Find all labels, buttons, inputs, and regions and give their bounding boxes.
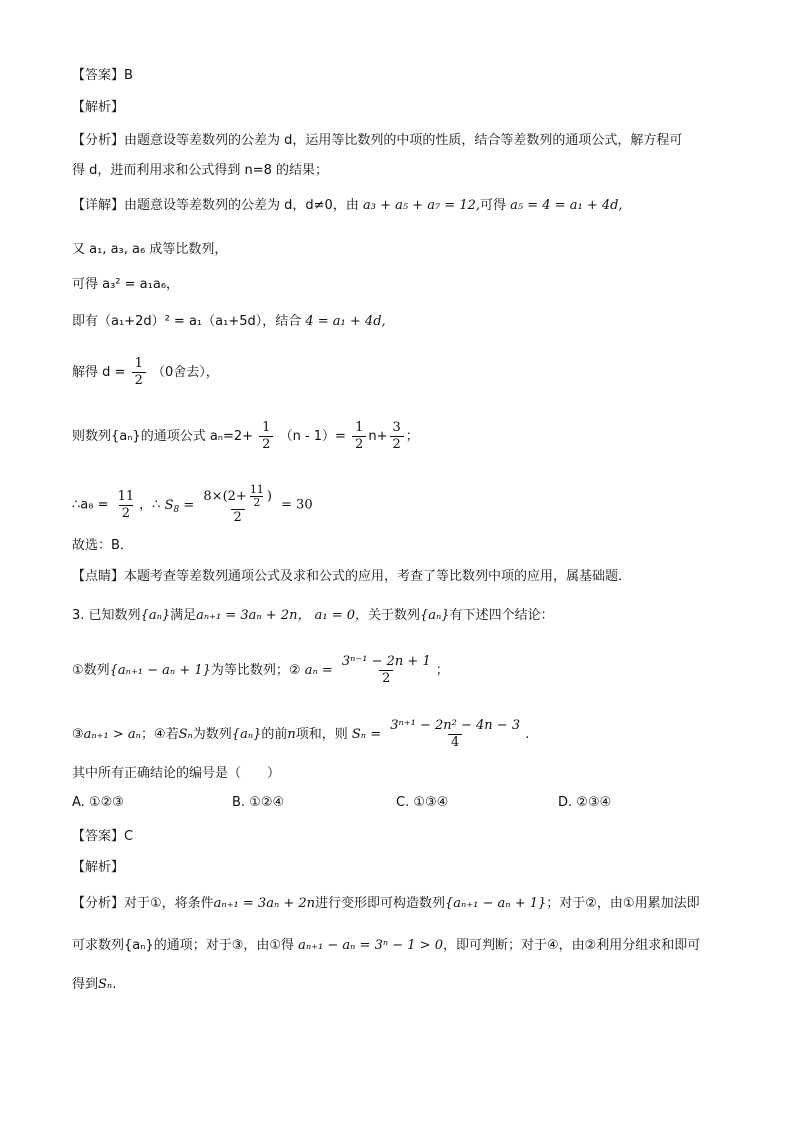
c1-set: {aₙ₊₁ − aₙ + 1} [109, 663, 211, 678]
jiyou-line [72, 312, 734, 332]
analysis-heading-2 [72, 858, 734, 878]
analysis-tag: 【解析】 [72, 100, 125, 115]
c4-n: n [287, 727, 296, 742]
a8-mid: ，∴ [139, 497, 161, 513]
fraction-one-half-3: $\frac{1}{2}$ [352, 420, 366, 453]
geometric-line [72, 240, 734, 260]
general-term-mid2: n+ [368, 429, 388, 444]
solve-d-pre: 解得 d = [72, 365, 126, 380]
s8-symbol: $S_8$ = [164, 497, 195, 515]
kede-text: 可得 a₃² = a₁a₆， [72, 277, 180, 292]
c2-lhs: aₙ = [304, 663, 333, 678]
answer-tag: 【答案】 [72, 68, 125, 83]
fraction-one-half-2: $\frac{1}{2}$ [259, 420, 273, 453]
c4-end: . [525, 727, 530, 742]
q3-stem-pre: 3. 已知数列 [72, 608, 141, 623]
solve-d-post: （0舍去）， [151, 365, 219, 380]
choose-line [72, 536, 734, 556]
fenxi2-line-1 [72, 894, 734, 914]
q3-set: {aₙ} [140, 608, 171, 623]
fenxi2-l3-end: . [112, 977, 117, 992]
solve-d-line [72, 356, 734, 389]
detail-equation: a₃ + a₅ + a₇ = 12, [362, 198, 481, 213]
fenxi-line-2 [72, 161, 734, 181]
analysis-heading-1 [72, 98, 734, 118]
q3-conclusions-1 [72, 654, 734, 687]
q3-conclusions-2 [72, 718, 734, 751]
fenxi2-post: ；对于②，由①用累加法即 [546, 896, 700, 911]
a8-pre: ∴a₈ = [72, 497, 109, 513]
general-term-mid: （n - 1）= [279, 429, 346, 444]
detail-tag: 【详解】 [72, 198, 125, 213]
detail-line [72, 196, 734, 216]
fraction-eleven-half: $\frac{11}{2}$ [117, 488, 135, 521]
fenxi2-l3-pre: 得到 [72, 977, 99, 992]
fenxi2-l2-post: ，即可判断；对于④，由②利用分组求和即可 [442, 938, 701, 953]
detail-equation-2: a₅ = 4 = a₁ + 4d, [510, 198, 623, 213]
c1-post: 为等比数列；② [210, 663, 301, 678]
c4-mid: 为数列 [192, 727, 232, 742]
q3-stem-mid: 满足 [170, 608, 197, 623]
option-b: B. ①②④ [232, 795, 285, 810]
fenxi-tag: 【分析】 [72, 133, 125, 148]
c4-set: {aₙ} [231, 727, 262, 742]
a8-line [72, 484, 734, 526]
fenxi2-l2-eq: aₙ₊₁ − aₙ = 3ⁿ − 1 > 0 [298, 938, 443, 953]
fenxi2-pre: 对于①，将条件 [124, 896, 214, 911]
geometric-text: 又 a₁, a₃, a₆ 成等比数列， [72, 242, 228, 257]
fenxi2-line-2 [72, 936, 734, 956]
c2-end: ； [435, 663, 449, 678]
c3-mark: ③ [72, 727, 84, 742]
q3-question [72, 764, 734, 784]
jiyou-equation: 4 = a₁ + 4d, [305, 314, 386, 329]
q3-stem-post: 关于数列 [368, 608, 421, 623]
option-c: C. ①③④ [396, 795, 449, 810]
answer-value: B [124, 68, 133, 83]
fenxi-text-1: 由题意设等差数列的公差为 d，运用等比数列的中项的性质，结合等差数列的通项公式，解方程可 [124, 133, 683, 148]
option-d: D. ②③④ [558, 795, 612, 810]
c4-mid3: 项和，则 [295, 727, 348, 742]
answer-line-2 [72, 827, 734, 847]
c3-eq: aₙ₊₁ > aₙ [83, 727, 141, 742]
fraction-one-half: $\frac{1}{2}$ [132, 356, 146, 389]
dianjing-line [72, 567, 734, 587]
fenxi2-mid: 进行变形即可构造数列 [315, 896, 446, 911]
q3-stem [72, 606, 734, 626]
answer-tag-2: 【答案】 [72, 829, 125, 844]
dianjing-tag: 【点睛】 [72, 569, 125, 584]
fenxi-text-2: 得 d，进而利用求和公式得到 n=8 的结果； [72, 163, 329, 178]
general-term-pre: 则数列{aₙ}的通项公式 aₙ=2+ [72, 429, 254, 444]
q3-question-text: 其中所有正确结论的编号是（ ） [72, 766, 281, 781]
analysis-tag-2: 【解析】 [72, 860, 125, 875]
fenxi2-set: {aₙ₊₁ − aₙ + 1} [445, 896, 547, 911]
c4-lhs: Sₙ = [351, 727, 382, 742]
general-term-end: ； [405, 429, 419, 444]
fenxi2-l2-pre: 可求数列{aₙ}的通项；对于③，由①得 [72, 938, 294, 953]
c4-s: Sₙ [178, 727, 193, 742]
jiyou-text: 即有（a₁+2d）² = a₁（a₁+5d），结合 [72, 314, 302, 329]
fenxi2-line-3 [72, 975, 734, 995]
option-a: A. ①②③ [72, 795, 124, 810]
c2-fraction: $\frac{\text{3ⁿ⁻¹ − 2n + 1}}{2}$ [341, 654, 431, 686]
detail-mid: 可得 [480, 198, 507, 213]
q3-set-2: {aₙ} [420, 608, 450, 623]
s8-result: = 30 [281, 497, 313, 513]
detail-text: 由题意设等差数列的公差为 d，d≠0，由 [124, 198, 359, 213]
answer-line-1 [72, 66, 734, 86]
c3-post: ；④若 [140, 727, 179, 742]
c4-mid2: 的前 [261, 727, 288, 742]
kede-line [72, 275, 734, 295]
fenxi2-eq: aₙ₊₁ = 3aₙ + 2n [213, 896, 316, 911]
c1-pre: ①数列 [72, 663, 110, 678]
q3-recurrence: aₙ₊₁ = 3aₙ + 2n， [196, 608, 311, 623]
general-term-line [72, 420, 734, 453]
fraction-three-half: $\frac{3}{2}$ [390, 420, 404, 453]
fenxi2-l3-s: Sₙ [98, 977, 113, 992]
answer-value-2: C [124, 829, 134, 844]
q3-options [72, 795, 732, 815]
q3-stem-end: 有下述四个结论： [449, 608, 554, 623]
dianjing-text: 本题考查等差数列通项公式及求和公式的应用，考查了等比数列中项的应用，属基础题． [124, 569, 632, 584]
s8-fraction: 8×(2+ $\frac{11}{2}$ ) 2 [203, 483, 272, 525]
fenxi-tag-2: 【分析】 [72, 896, 125, 911]
q3-initial: a₁ = 0， [314, 608, 368, 623]
fenxi-line-1 [72, 131, 734, 151]
choose-text: 故选：B． [72, 538, 133, 553]
c4-fraction: $\frac{\text{3ⁿ⁺¹ − 2n² − 4n − 3}}{4}$ [390, 718, 521, 750]
